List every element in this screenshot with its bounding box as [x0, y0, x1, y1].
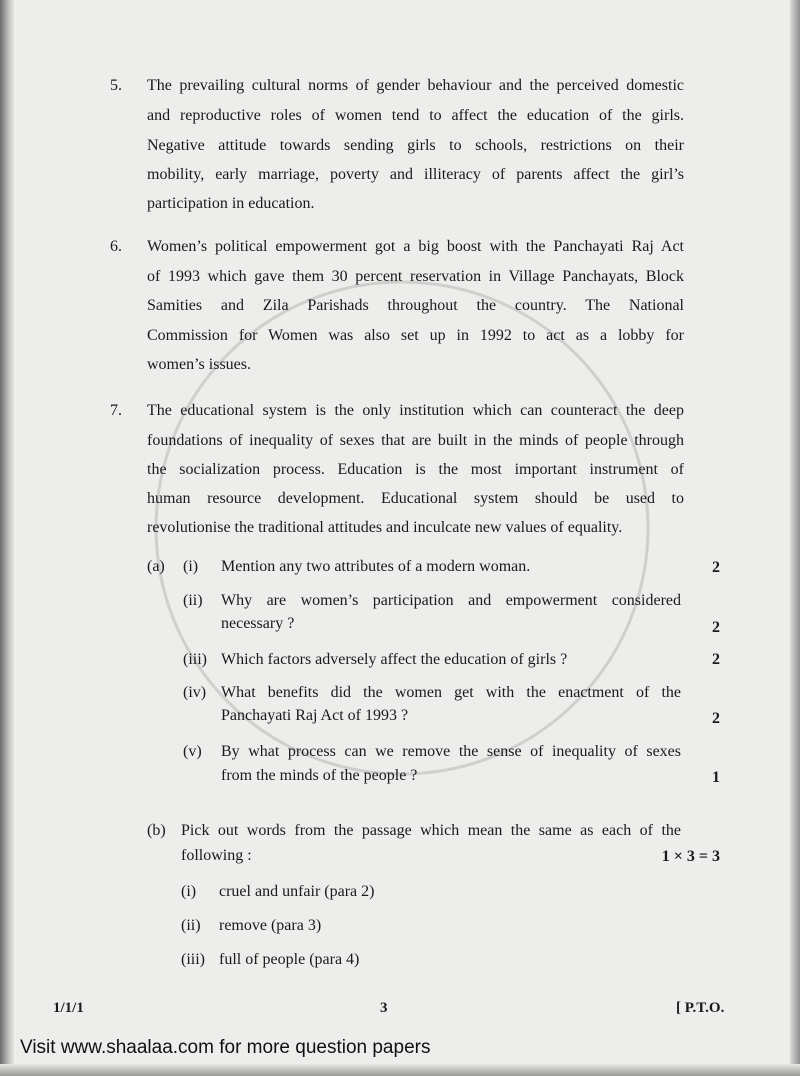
item-number: (i) — [181, 883, 197, 900]
sub-question-number: (iii) — [183, 651, 207, 668]
website-banner: Visit www.shaalaa.com for more question papers — [20, 1037, 431, 1058]
sub-question-text: By what process can we remove the sense of inequality of sexes — [221, 743, 681, 760]
paragraph-line: and reproductive roles of women tend to affect the education of the girls. — [147, 107, 684, 124]
paragraph-line: mobility, early marriage, poverty and illiteracy of parents affect the girl’s — [147, 166, 684, 183]
paragraph-line: Women’s political empowerment got a big boost with the Panchayati Raj Act — [147, 238, 684, 255]
item-number: (ii) — [181, 917, 201, 934]
paragraph-line: The prevailing cultural norms of gender behaviour and the perceived domestic — [147, 77, 684, 94]
question-number: 6. — [110, 238, 122, 255]
marks: 1 × 3 = 3 — [661, 848, 720, 865]
sub-question-text: Mention any two attributes of a modern woman. — [221, 558, 531, 575]
item-text: full of people (para 4) — [219, 951, 360, 968]
marks: 2 — [712, 559, 720, 576]
paper-code: 1/1/1 — [53, 1000, 84, 1016]
sub-question-text: Which factors adversely affect the education of girls ? — [221, 651, 568, 668]
paragraph-line: The educational system is the only institution which can counteract the deep — [147, 402, 684, 419]
item-number: (iii) — [181, 951, 205, 968]
sub-question-text: from the minds of the people ? — [221, 767, 418, 784]
scan-edge-left — [0, 0, 14, 1076]
paragraph-line: Commission for Women was also set up in 1992 to act as a lobby for — [147, 327, 684, 344]
sub-question-number: (i) — [183, 558, 199, 575]
question-number: 5. — [110, 77, 122, 94]
paragraph-line: women’s issues. — [147, 356, 251, 373]
part-label: (a) — [147, 558, 165, 575]
paragraph-line: foundations of inequality of sexes that are built in the minds of people through — [147, 432, 684, 449]
marks: 2 — [712, 710, 720, 727]
item-text: remove (para 3) — [219, 917, 322, 934]
paragraph-line: of 1993 which gave them 30 percent reservation in Village Panchayats, Block — [147, 268, 684, 285]
pto-label: [ P.T.O. — [676, 1000, 725, 1016]
sub-question-number: (ii) — [183, 592, 203, 609]
page-number: 3 — [380, 1000, 388, 1016]
part-label: (b) — [147, 822, 166, 839]
scan-edge-bottom — [0, 1064, 800, 1076]
sub-question-text: necessary ? — [221, 615, 295, 632]
paragraph-line: Negative attitude towards sending girls to schools, restrictions on their — [147, 137, 684, 154]
sub-question-number: (v) — [183, 743, 202, 760]
paragraph-line: Samities and Zila Parishads throughout the country. The National — [147, 297, 684, 314]
paragraph-line: revolutionise the traditional attitudes and inculcate new values of equality. — [147, 519, 623, 536]
sub-question-text: What benefits did the women get with the enactment of the — [221, 684, 681, 701]
item-text: cruel and unfair (para 2) — [219, 883, 375, 900]
question-number: 7. — [110, 402, 122, 419]
paragraph-line: human resource development. Educational system should be used to — [147, 490, 684, 507]
marks: 2 — [712, 651, 720, 668]
marks: 1 — [712, 769, 720, 786]
sub-question-text: Why are women’s participation and empowerment considered — [221, 592, 681, 609]
paragraph-line: the socialization process. Education is the most important instrument of — [147, 461, 684, 478]
sub-question-text: Pick out words from the passage which mean the same as each of the — [181, 822, 681, 839]
scan-edge-right — [790, 0, 800, 1076]
marks: 2 — [712, 619, 720, 636]
sub-question-text: following : — [181, 847, 252, 864]
sub-question-text: Panchayati Raj Act of 1993 ? — [221, 707, 409, 724]
paragraph-line: participation in education. — [147, 195, 315, 212]
sub-question-number: (iv) — [183, 684, 207, 701]
